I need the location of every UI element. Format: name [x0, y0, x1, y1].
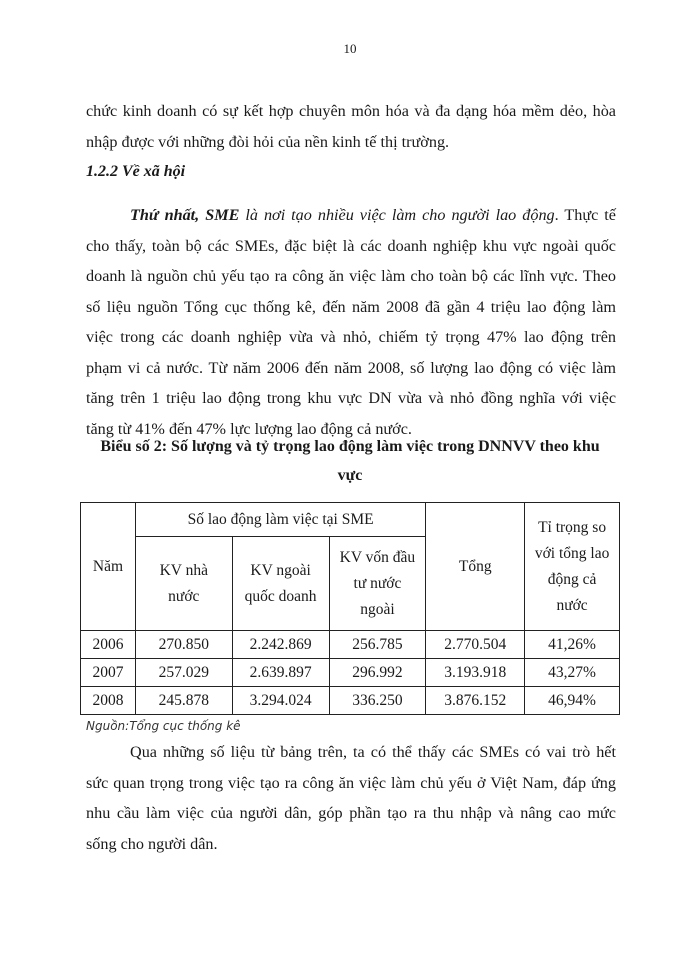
cell-private: 3.294.024	[232, 687, 329, 715]
cell-private: 2.639.897	[232, 659, 329, 687]
text-line: tăng trên 1 triệu lao động trong khu vực DN vừa và nhỏ đồng nghĩa với việc	[86, 389, 616, 407]
header-year: Năm	[81, 503, 136, 631]
text-line: nhập được với những đòi hỏi của nền kinh tế thị trường.	[86, 132, 450, 151]
text-line: chức kinh doanh có sự kết hợp chuyên môn hóa và đa dạng hóa mềm dẻo, hòa	[86, 102, 616, 120]
table-row	[81, 659, 620, 687]
header-private: KV ngoài quốc doanh	[232, 537, 329, 631]
header-state: KV nhà nước	[135, 537, 232, 631]
cell-total: 2.770.504	[426, 631, 525, 659]
cell-state: 245.878	[135, 687, 232, 715]
source-note: Nguồn:Tổng cục thống kê	[86, 719, 241, 733]
page-number: 10	[343, 41, 357, 56]
cell-fdi: 256.785	[329, 631, 426, 659]
paragraph-intro	[86, 96, 616, 157]
caption-line: vực	[337, 467, 363, 484]
header-share: Tỉ trọng so với tổng lao động cả nước	[525, 503, 620, 631]
section-heading: 1.2.2 Về xã hội	[86, 163, 186, 180]
cell-share: 46,94%	[525, 687, 620, 715]
cell-year: 2007	[81, 659, 136, 687]
cell-fdi: 296.992	[329, 659, 426, 687]
cell-share: 41,26%	[525, 631, 620, 659]
lead-italic-text: là nơi tạo nhiều việc làm cho người lao động	[239, 206, 555, 224]
caption-line: Biểu số 2: Số lượng và tỷ trọng lao động làm việc trong DNNVV theo khu	[100, 438, 600, 455]
text-line: cho thấy, toàn bộ các SMEs, đặc biệt là các doanh nghiệp khu vực ngoài quốc	[86, 236, 616, 255]
text-line: Qua những số liệu từ bảng trên, ta có thể thấy các SMEs có vai trò hết	[130, 743, 616, 761]
lead-bold-text: Thứ nhất, SME	[130, 206, 240, 224]
cell-total: 3.193.918	[426, 659, 525, 687]
paragraph-conclusion	[86, 737, 616, 859]
cell-fdi: 336.250	[329, 687, 426, 715]
text-line: số liệu nguồn Tổng cục thống kê, đến năm 2008 đã gần 4 triệu lao động làm	[86, 297, 616, 316]
employment-table	[80, 502, 620, 715]
text-line	[86, 200, 616, 231]
table-row	[81, 687, 620, 715]
text-line: sống cho người dân.	[86, 834, 218, 853]
table-caption	[80, 432, 620, 490]
paragraph-social	[86, 200, 616, 444]
cell-state: 270.850	[135, 631, 232, 659]
text-line: phạm vi cả nước. Từ năm 2006 đến năm 2008, số lượng lao động có việc làm	[86, 358, 616, 377]
table-row	[81, 631, 620, 659]
header-group: Số lao động làm việc tại SME	[135, 503, 425, 537]
text-line: doanh là nguồn chủ yếu tạo ra công ăn việc làm cho toàn bộ các lĩnh vực. Theo	[86, 267, 616, 285]
text-line: nhu cầu làm việc của người dân, góp phần tạo ra thu nhập và nâng cao mức	[86, 804, 616, 822]
header-fdi: KV vốn đầu tư nước ngoài	[329, 537, 426, 631]
cell-state: 257.029	[135, 659, 232, 687]
text-line: sức quan trọng trong việc tạo ra công ăn việc làm chủ yếu ở Việt Nam, đáp ứng	[86, 773, 616, 792]
cell-year: 2006	[81, 631, 136, 659]
table-header-row	[81, 503, 620, 537]
cell-private: 2.242.869	[232, 631, 329, 659]
text-line: tăng từ 41% đến 47% lực lượng lao động cả nước.	[86, 419, 412, 438]
cell-year: 2008	[81, 687, 136, 715]
cell-share: 43,27%	[525, 659, 620, 687]
header-total: Tổng	[426, 503, 525, 631]
text-line: việc trong các doanh nghiệp vừa và nhỏ, chiếm tỷ trọng 47% lao động trên	[86, 328, 616, 346]
cell-total: 3.876.152	[426, 687, 525, 715]
lead-rest-text: . Thực tế	[554, 206, 616, 224]
